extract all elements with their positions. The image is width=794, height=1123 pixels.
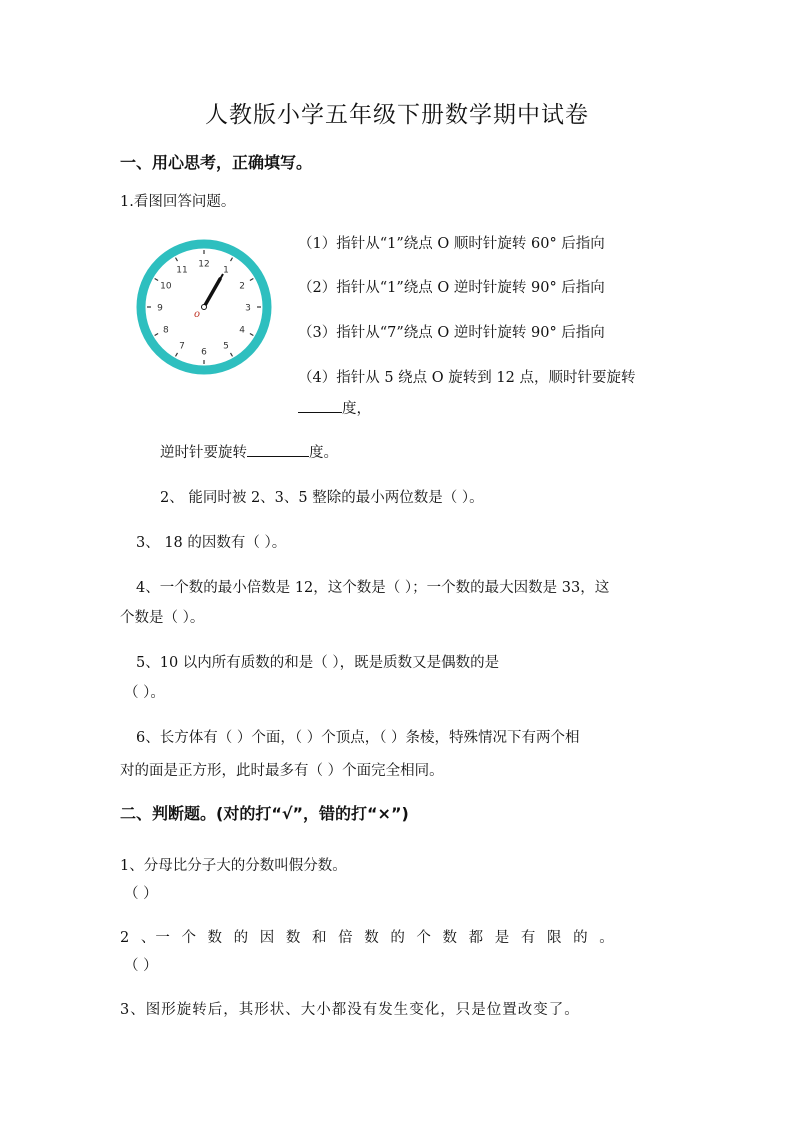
- question-3: 3、 18 的因数有（ ）。: [136, 535, 287, 551]
- question-6-line2: 对的面是正方形，此时最多有（ ）个面完全相同。: [120, 763, 444, 779]
- clock-number: 1: [223, 265, 229, 276]
- q1-part4-prefix: 逆时针要旋转: [160, 445, 247, 461]
- clock-number: 5: [223, 341, 229, 352]
- q1-part1: （1）指针从“1”绕点 O 顺时针旋转 60° 后指向: [298, 236, 605, 252]
- clock-number: 4: [239, 325, 245, 336]
- judge-1-line2: （ ）: [124, 886, 158, 902]
- clock-number: 12: [198, 259, 210, 270]
- q1-part4-line3-suffix: 度。: [309, 445, 338, 461]
- judge-3-line1: 3、图形旋转后，其形状、大小都没有发生变化，只是位置改变了。: [120, 1002, 580, 1018]
- answer-blank[interactable]: [298, 398, 342, 413]
- judge-1-line1: 1、分母比分子大的分数叫假分数。: [120, 858, 347, 874]
- clock-center: [202, 305, 207, 310]
- question-6-line1: 6、长方体有（ ）个面，（ ）个顶点，（ ）条棱，特殊情况下有两个相: [136, 730, 580, 746]
- clock-number: 10: [160, 281, 172, 292]
- clock-number: 7: [179, 341, 185, 352]
- question-4-line1: 4、一个数的最小倍数是 12，这个数是（ ）；一个数的最大因数是 33，这: [136, 580, 610, 596]
- clock-center-label: o: [194, 309, 201, 320]
- judge-2-line1: 2 、一 个 数 的 因 数 和 倍 数 的 个 数 都 是 有 限 的 。: [120, 930, 614, 946]
- q1-part4-line2: [298, 397, 371, 418]
- question-5-line1: 5、10 以内所有质数的和是（ ），既是质数又是偶数的是: [136, 655, 500, 671]
- section-2-heading: 二、判断题。(对的打“√”，错的打“×”): [120, 804, 409, 823]
- q1-part4-suffix: 度，: [342, 401, 371, 417]
- question-4-line2: 个数是（ ）。: [120, 610, 205, 626]
- clock-number: 2: [239, 281, 245, 292]
- q1-part3: （3）指针从“7”绕点 O 逆时针旋转 90° 后指向: [298, 325, 605, 341]
- question-5-line2: （ ）。: [124, 685, 165, 701]
- clock-number: 6: [201, 347, 207, 358]
- clock-number: 9: [157, 303, 163, 314]
- clock-number: 3: [245, 303, 251, 314]
- q1-part4-line1: （4）指针从 5 绕点 O 旋转到 12 点，顺时针要旋转: [298, 370, 636, 386]
- answer-blank[interactable]: [247, 442, 309, 457]
- q1-part4-line3: [160, 441, 338, 462]
- question-2: 2、 能同时被 2、3、5 整除的最小两位数是（ ）。: [160, 490, 484, 506]
- section-1-heading: 一、用心思考，正确填写。: [120, 153, 313, 172]
- q1-label: 1.看图回答问题。: [120, 194, 236, 210]
- clock-figure: [134, 237, 274, 377]
- clock-number: 8: [163, 325, 169, 336]
- clock-number: 11: [176, 265, 188, 276]
- judge-2-line2: （ ）: [124, 958, 158, 974]
- page-title: 人教版小学五年级下册数学期中试卷: [205, 102, 589, 128]
- q1-part2: （2）指针从“1”绕点 O 逆时针旋转 90° 后指向: [298, 280, 605, 296]
